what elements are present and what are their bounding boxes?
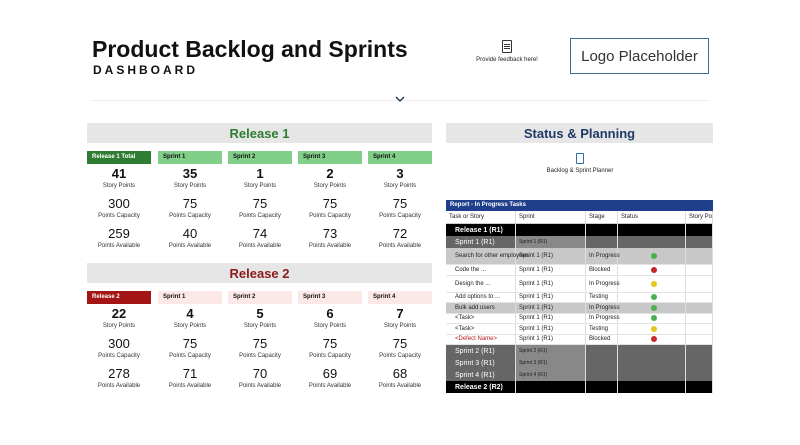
sprint-tile [228,291,292,390]
task-name: Code the ... [446,265,516,275]
story-points-label: Story Points [383,323,417,329]
story-points-label: Story Points [173,323,207,329]
points-available-value: 69 [322,366,338,381]
sprint-row[interactable] [446,345,713,357]
tile-header: Release 2 [87,291,151,304]
task-story-points [686,324,713,334]
task-story-points [686,224,713,236]
story-points-value: 22 [111,306,127,321]
task-sprint: Sprint 1 (R1) [516,335,586,345]
column-header: Sprint [516,211,586,223]
task-stage [586,357,618,369]
points-available-label: Points Available [238,243,282,249]
task-status [618,236,686,248]
sprint-tile [158,291,222,390]
task-name: Sprint 4 (R1) [446,369,516,381]
points-capacity-value: 75 [182,336,198,351]
points-capacity-value: 75 [392,196,408,211]
task-status [618,357,686,369]
story-points-value: 5 [256,306,264,321]
status-dot-icon [651,253,657,259]
task-status [618,265,686,275]
points-available-label: Points Available [308,243,352,249]
task-row[interactable] [446,324,713,335]
status-dot-icon [651,305,657,311]
points-available-value: 278 [108,366,130,381]
story-points-label: Story Points [243,323,277,329]
task-name: <Task> [446,314,516,324]
status-dot-icon [651,315,657,321]
status-dot-icon [651,294,657,300]
task-status [618,293,686,303]
task-sprint: Sprint 4 (R1) [516,369,586,381]
task-stage: In Progress [586,303,618,313]
status-dot-icon [651,326,657,332]
task-sprint [516,381,586,393]
sprint-row[interactable] [446,369,713,381]
story-points-label: Story Points [313,323,347,329]
task-stage [586,345,618,357]
points-available-label: Points Available [168,383,212,389]
points-capacity-value: 75 [322,196,338,211]
release-2-header: Release 2 [87,263,432,283]
task-row[interactable] [446,303,713,314]
status-planning-header: Status & Planning [446,123,713,143]
task-stage [586,236,618,248]
story-points-value: 41 [111,166,127,181]
task-sprint: Sprint 1 (R1) [516,248,586,264]
points-available-value: 74 [252,226,268,241]
task-story-points [686,265,713,275]
task-sprint: Sprint 3 (R1) [516,357,586,369]
column-header: Status [618,211,686,223]
points-available-label: Points Available [238,383,282,389]
task-name: Release 1 (R1) [446,224,516,236]
points-capacity-value: 300 [108,196,130,211]
feedback-link[interactable] [476,40,538,63]
story-points-label: Story Points [313,183,347,189]
task-name: Bulk add users [446,303,516,313]
points-capacity-label: Points Capacity [309,213,351,219]
story-points-label: Story Points [102,183,136,189]
task-status [618,248,686,264]
column-header: Story Po [686,211,713,223]
task-stage [586,369,618,381]
column-header: Task or Story [446,211,516,223]
task-row[interactable] [446,248,713,265]
report-column-headers [446,211,713,224]
points-available-value: 68 [392,366,408,381]
tile-header: Sprint 1 [158,291,222,304]
release-total-tile [87,291,151,390]
points-available-label: Points Available [308,383,352,389]
points-capacity-label: Points Capacity [239,353,281,359]
status-dot-icon [651,267,657,273]
logo-placeholder: Logo Placeholder [570,38,709,74]
release-row[interactable] [446,224,713,236]
tile-header: Sprint 2 [228,291,292,304]
status-dot-icon [651,336,657,342]
task-sprint: Sprint 1 (R1) [516,303,586,313]
task-stage: Blocked [586,335,618,345]
task-story-points [686,369,713,381]
task-story-points [686,248,713,264]
release-total-tile [87,151,151,250]
points-available-value: 40 [182,226,198,241]
task-stage: Testing [586,293,618,303]
story-points-value: 4 [186,306,194,321]
task-story-points [686,357,713,369]
in-progress-report [446,200,713,393]
sprint-tile [368,291,432,390]
points-capacity-label: Points Capacity [379,213,421,219]
chevron-down-icon[interactable] [395,94,405,104]
task-status [618,345,686,357]
story-points-label: Story Points [383,183,417,189]
task-sprint: Sprint 2 (R1) [516,345,586,357]
sprint-tile [368,151,432,250]
story-points-label: Story Points [102,323,136,329]
points-available-value: 71 [182,366,198,381]
task-status [618,335,686,345]
task-stage: In Progress [586,248,618,264]
task-story-points [686,345,713,357]
points-capacity-value: 75 [392,336,408,351]
points-available-label: Points Available [168,243,212,249]
points-capacity-label: Points Capacity [309,353,351,359]
task-story-points [686,314,713,324]
planner-label: Backlog & Sprint Planner [546,168,614,174]
task-status [618,369,686,381]
task-story-points [686,335,713,345]
task-status [618,224,686,236]
task-name: Release 2 (R2) [446,381,516,393]
task-status [618,381,686,393]
story-points-value: 6 [326,306,334,321]
task-row[interactable] [446,265,713,276]
points-available-value: 70 [252,366,268,381]
task-name: <Task> [446,324,516,334]
task-stage: In Progress [586,276,618,292]
task-story-points [686,381,713,393]
points-capacity-value: 75 [252,336,268,351]
points-capacity-value: 300 [108,336,130,351]
points-capacity-label: Points Capacity [169,213,211,219]
task-name: Search for other employees [446,248,516,264]
points-capacity-label: Points Capacity [379,353,421,359]
points-available-value: 72 [392,226,408,241]
task-name: Sprint 2 (R1) [446,345,516,357]
task-name: Sprint 3 (R1) [446,357,516,369]
points-available-label: Points Available [97,243,141,249]
tile-header: Release 1 Total [87,151,151,164]
sprint-row[interactable] [446,357,713,369]
task-story-points [686,303,713,313]
report-rows [446,224,713,393]
status-dot-icon [651,281,657,287]
backlog-planner-link[interactable] [540,153,620,174]
task-stage: Blocked [586,265,618,275]
story-points-label: Story Points [173,183,207,189]
feedback-label: Provide feedback here! [476,57,538,63]
task-name: Sprint 1 (R1) [446,236,516,248]
task-row[interactable] [446,314,713,325]
document-icon [502,40,512,53]
task-name: Add options to ... [446,293,516,303]
task-sprint: Sprint 1 (R1) [516,276,586,292]
tile-header: Sprint 3 [298,151,362,164]
task-sprint [516,224,586,236]
page-title: Product Backlog and Sprints [92,36,408,62]
release-row[interactable] [446,381,713,393]
task-status [618,314,686,324]
points-capacity-value: 75 [182,196,198,211]
task-name: <Defect Name> [446,335,516,345]
points-available-label: Points Available [97,383,141,389]
points-capacity-value: 75 [252,196,268,211]
points-available-label: Points Available [378,243,422,249]
task-status [618,303,686,313]
task-status [618,324,686,334]
task-sprint: Sprint 1 (R1) [516,324,586,334]
task-row[interactable] [446,335,713,346]
column-header: Stage [586,211,618,223]
task-status [618,276,686,292]
sprint-tile [298,151,362,250]
task-sprint: Sprint 1 (R1) [516,265,586,275]
task-stage: Testing [586,324,618,334]
report-title: Report - In Progress Tasks [446,200,713,211]
task-sprint: Sprint 1 (R1) [516,314,586,324]
points-capacity-label: Points Capacity [169,353,211,359]
page-subtitle: DASHBOARD [93,63,198,77]
release-1-header: Release 1 [87,123,432,143]
points-available-label: Points Available [378,383,422,389]
task-stage [586,224,618,236]
task-sprint: Sprint 1 (R1) [516,293,586,303]
task-name: Design the ... [446,276,516,292]
story-points-value: 2 [326,166,334,181]
story-points-value: 1 [256,166,264,181]
task-row[interactable] [446,293,713,304]
task-story-points [686,293,713,303]
story-points-value: 3 [396,166,404,181]
tile-header: Sprint 4 [368,291,432,304]
sprint-row[interactable] [446,236,713,248]
story-points-value: 7 [396,306,404,321]
points-available-value: 73 [322,226,338,241]
tile-header: Sprint 3 [298,291,362,304]
points-capacity-value: 75 [322,336,338,351]
task-story-points [686,236,713,248]
story-points-value: 35 [182,166,198,181]
story-points-label: Story Points [243,183,277,189]
task-stage [586,381,618,393]
tile-header: Sprint 4 [368,151,432,164]
points-capacity-label: Points Capacity [98,353,140,359]
task-sprint: Sprint 1 (R1) [516,236,586,248]
tile-header: Sprint 2 [228,151,292,164]
task-stage: In Progress [586,314,618,324]
tile-header: Sprint 1 [158,151,222,164]
points-available-value: 259 [108,226,130,241]
document-icon [576,153,584,164]
sprint-tile [298,291,362,390]
sprint-tile [228,151,292,250]
sprint-tile [158,151,222,250]
points-capacity-label: Points Capacity [239,213,281,219]
task-row[interactable] [446,276,713,293]
task-story-points [686,276,713,292]
points-capacity-label: Points Capacity [98,213,140,219]
